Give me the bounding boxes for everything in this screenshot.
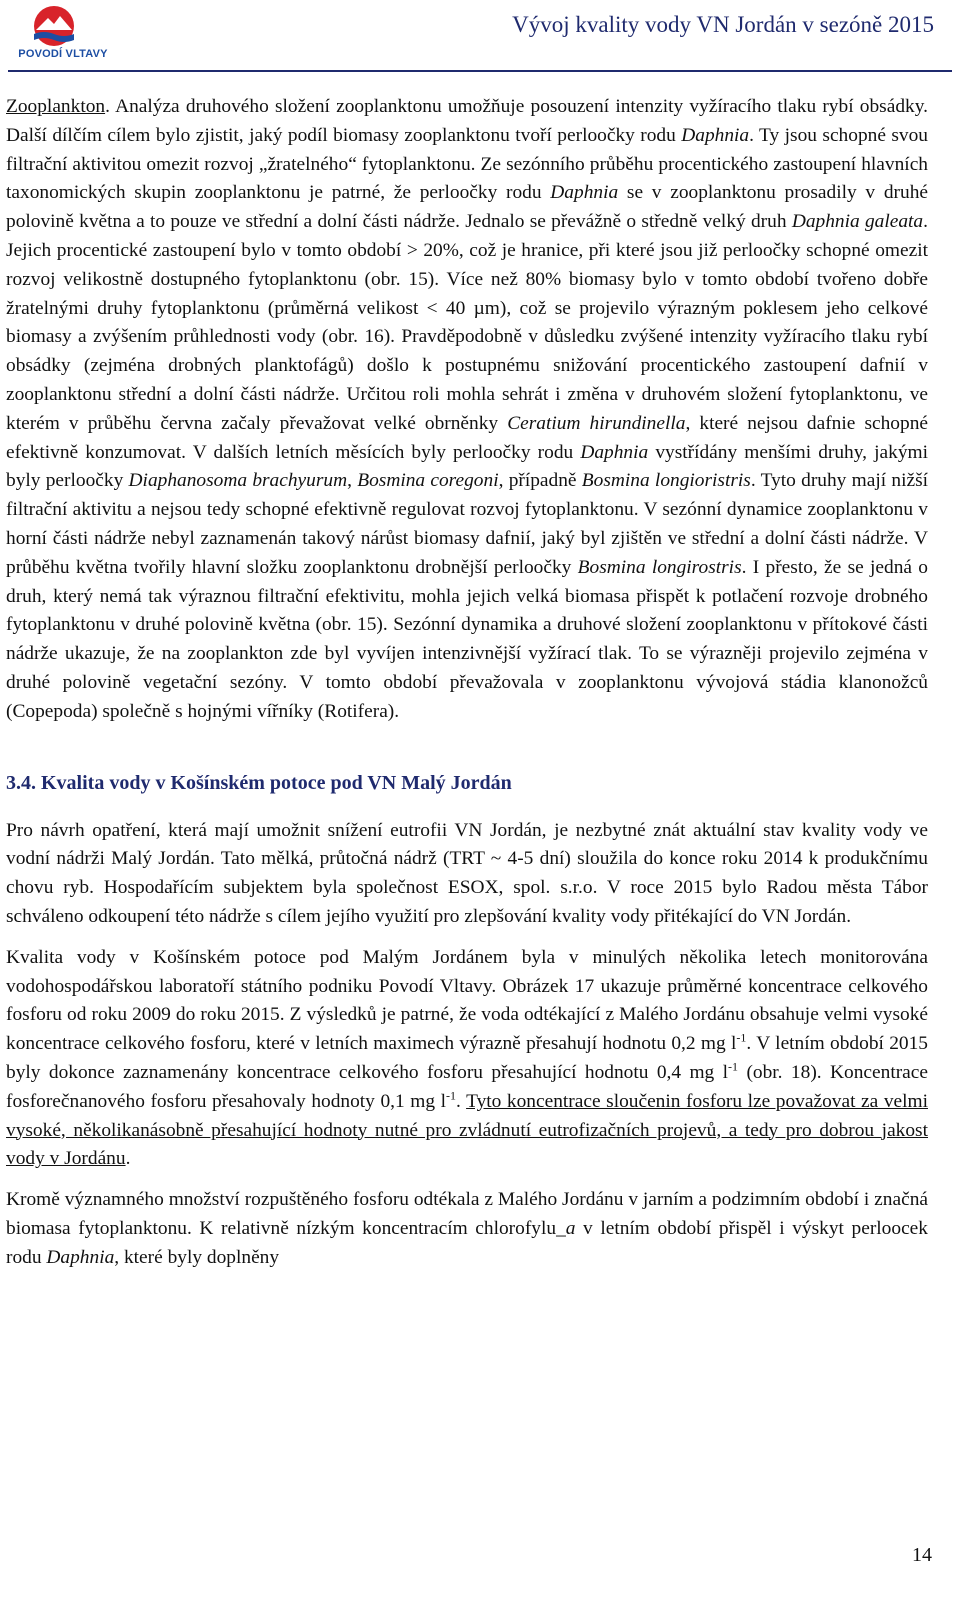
taxon-name: Ceratium hirundinella — [507, 412, 686, 434]
taxon-name: Daphnia — [580, 441, 649, 463]
taxon-name: Bosmina coregoni — [357, 470, 499, 492]
text-run: . Ty jsou schopné svou filtrační aktivitou omezit rozvoj „žratelného“ fytoplanktonu. Ze sezónního průběhu procentického zastoupení hlavních taxonomických skupin zooplanktonu je patrné, že perloočky rodu — [6, 124, 928, 204]
taxon-name: Daphnia — [550, 182, 619, 204]
taxon-name: Daphnia — [681, 124, 750, 146]
paragraph-zooplankton — [6, 93, 928, 727]
section-heading: 3.4. Kvalita vody v Košínském potoce pod VN Malý Jordán — [6, 771, 512, 794]
taxon-name: Daphnia galeata — [791, 211, 924, 233]
text-run: , případně — [498, 470, 582, 492]
text-run: , — [347, 470, 358, 492]
povodi-vltavy-logo — [8, 4, 118, 60]
section-label-zooplankton: Zooplankton — [6, 96, 106, 117]
text-run: . — [125, 1148, 131, 1170]
text-run: v letním období přispěl i výskyt perloocek rodu — [6, 1217, 928, 1268]
taxon-name: Bosmina longioristris — [581, 470, 751, 492]
logo-text: POVODÍ VLTAVY — [18, 48, 108, 60]
text-run: , které byly doplněny — [114, 1246, 280, 1268]
text-run: . Tyto druhy mají nižší filtrační aktivitu a nejsou tedy schopné efektivně regulovat rozvoj fytoplanktonu. V sezónní dynamice zooplanktonu v horní části nádrže nebyl zaznamenán takový nárůst biomasy dafnií, jaký byl zjištěn ve střední a dolní části nádrže. V průběhu května tvořily hlavní složku zooplanktonu drobnější perloočky — [6, 470, 928, 578]
page-number: 14 — [912, 1544, 932, 1566]
page-header — [0, 0, 960, 70]
text-run: vystřídány menšími druhy, jakými byly perloočky — [6, 441, 928, 492]
taxon-name: Diaphanosoma brachyurum — [128, 470, 348, 492]
text-run: . — [456, 1090, 467, 1112]
header-divider — [8, 70, 952, 72]
superscript: -1 — [728, 1059, 739, 1074]
document-body — [6, 93, 928, 1272]
document-title: Vývoj kvality vody VN Jordán v sezóně 2015 — [512, 12, 934, 37]
underlined-conclusion: Tyto koncentrace sloučenin fosforu lze považovat za velmi vysoké, několikanásobně přesahující hodnoty nutné pro zvládnutí eutrofizačních projevů, a tedy pro dobrou jakost vody v Jordánu — [6, 1090, 928, 1170]
text-run: (obr. 18). Koncentrace fosforečnanového fosforu přesahovaly hodnoty 0,1 mg l — [6, 1061, 928, 1112]
text-run: Kromě významného množství rozpuštěného fosforu odtékala z Malého Jordánu v jarním a podzimním období i značná biomasa fytoplanktonu. K relativně nízkým koncentracím chlorofylu — [6, 1189, 928, 1239]
text-run: . Analýza druhového složení zooplanktonu umožňuje posouzení intenzity vyžíracího tlaku rybí obsádky. Další dílčím cílem bylo zjistit, jaký podíl biomasy zooplanktonu tvoří perloočky rodu — [6, 96, 928, 146]
superscript: -1 — [736, 1030, 747, 1045]
paragraph-phytoplankton — [6, 1186, 928, 1272]
superscript: -1 — [446, 1088, 456, 1103]
text-run: Kvalita vody v Košínském potoce pod Malým Jordánem byla v minulých několika letech monitorována vodohospodářskou laboratoří státního podniku Povodí Vltavy. Obrázek 17 ukazuje průměrné koncentrace celkového fosforu od roku 2009 do roku 2015. Z výsledků je patrné, že voda odtékající z Malého Jordánu obsahuje velmi vysoké koncentrace celkového fosforu, které v letních maximech výrazně přesahují hodnotu 0,2 mg l — [6, 946, 928, 1055]
taxon-name: Bosmina longirostris — [577, 556, 742, 578]
paragraph-measures: Pro návrh opatření, která mají umožnit snížení eutrofii VN Jordán, je nezbytné znát aktuální stav kvality vody ve vodní nádrži Malý Jordán. Tato mělká, průtočná nádrž (TRT ~ 4-5 dní) sloužila do konce roku 2014 k produkčnímu chovu ryb. Hospodařícím subjektem byla společnost ESOX, spol. s.r.o. V roce 2015 bylo Radou města Tábor schváleno odkoupení této nádrže s cílem jejího využití pro zlepšování kvality vody přitékající do VN Jordán. — [6, 819, 928, 927]
text-run: . Jejich procentické zastoupení bylo v tomto období > 20%, což je hranice, při které jsou již perloočky schopné omezit rozvoj velikostně dostupného fytoplanktonu (obr. 15). Více než 80% biomasy bylo v tomto období tvořeno dobře žratelnými druhy fytoplanktonu (průměrná velikost < 40 µm), což se projevilo výrazným poklesem jeho celkové biomasy a zvýšením průhlednosti vody (obr. 16). Pravděpodobně v důsledku zvýšené intenzity vyžíracího tlaku rybí obsádky (zejména drobných planktofágů) došlo k postupnému snižování procentického zastoupení dafnií v zooplanktonu střední a dolní části nádrže. Určitou roli mohla sehrát i změna v druhovém složení fytoplanktonu, ve kterém v průběhu června začaly převažovat velké obrněnky — [6, 211, 928, 434]
text-run: . I přesto, že se jedná o druh, který nemá tak výraznou filtrační efektivitu, mohla jejich velká biomasa přispět k potlačení rozvoje drobného fytoplanktonu v druhé polovině května (obr. 15). Sezónní dynamika a druhové složení zooplanktonu v přítokové části nádrže ukazuje, že na zooplankton zde byl vyvíjen intenzivnější vyžírací tlak. To se výrazněji projevilo zejména v druhé polovině vegetační sezóny. V tomto období převažovala v zooplanktonu vývojová stádia klanonožců (Copepoda) společně s hojnými vířníky (Rotifera). — [6, 556, 928, 722]
taxon-name: Daphnia — [46, 1246, 115, 1268]
subscript-label: _a — [556, 1217, 576, 1239]
paragraph-phosphorus — [6, 944, 928, 1174]
logo-emblem-icon — [8, 4, 118, 48]
text-run: . V letním období 2015 byly dokonce zaznamenány koncentrace celkového fosforu přesahující hodnotu 0,4 mg l — [6, 1033, 929, 1083]
text-run: , které nejsou dafnie schopné efektivně konzumovat. V dalších letních měsících byly perloočky rodu — [6, 412, 928, 463]
text-run: se v zooplanktonu prosadily v druhé polovině května a to pouze ve střední a dolní části nádrže. Jednalo se převážně o středně velký druh — [6, 182, 929, 233]
